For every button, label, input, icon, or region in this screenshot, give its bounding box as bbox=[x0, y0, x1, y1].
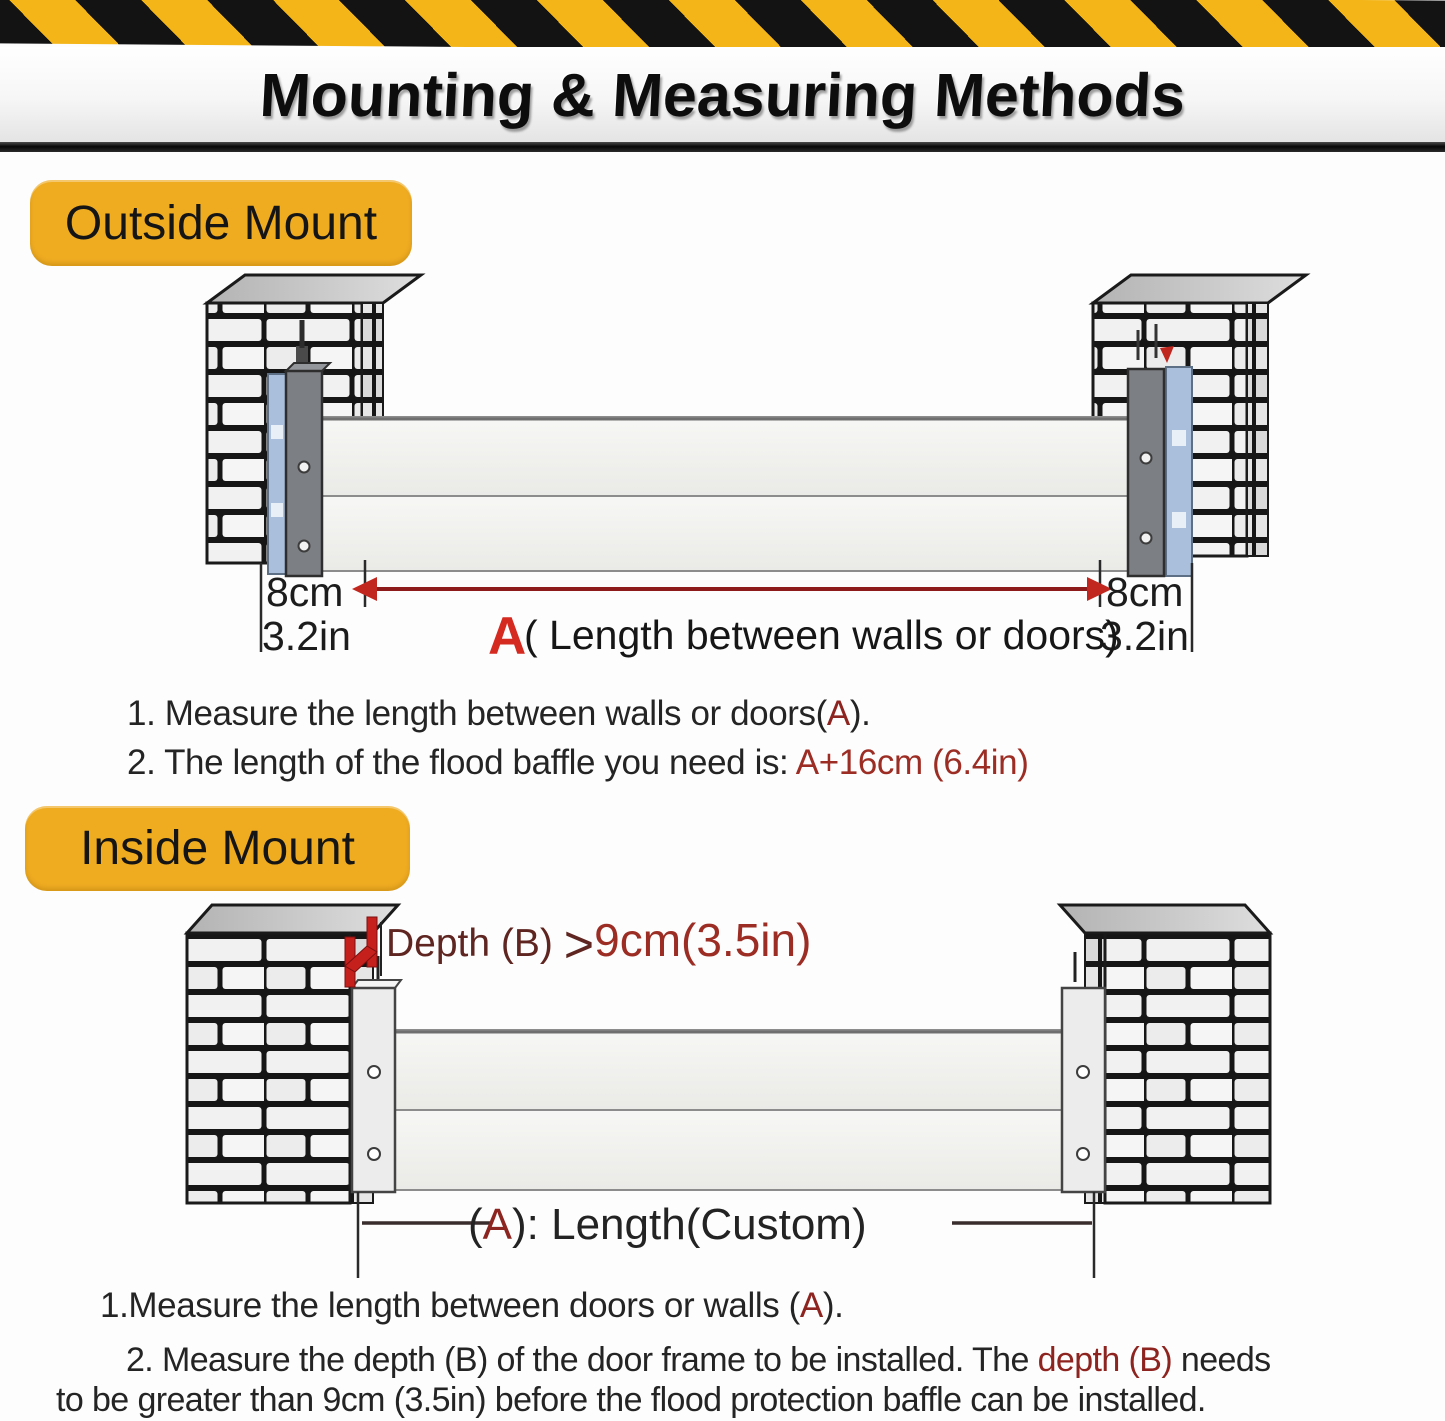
bolt-hole bbox=[299, 462, 310, 473]
bolt-hole bbox=[1141, 533, 1152, 544]
inside-right-bracket bbox=[1062, 952, 1105, 1192]
length-custom-label bbox=[468, 1200, 867, 1250]
flood-barrier-panels bbox=[393, 1030, 1064, 1190]
page-title: Mounting & Measuring Methods bbox=[258, 60, 1187, 129]
wall-track-blue bbox=[1166, 367, 1192, 576]
step-text: 1. Measure the length between walls or doors( bbox=[127, 694, 827, 733]
outside-mount-label bbox=[30, 180, 412, 266]
step-text: 2. Measure the depth (B) of the door frame to be installed. The bbox=[126, 1341, 1038, 1379]
bolt-hole bbox=[1077, 1066, 1089, 1078]
track-slot bbox=[271, 503, 283, 517]
channel-bracket bbox=[1062, 988, 1105, 1192]
channel-bracket bbox=[352, 988, 395, 1192]
title-banner bbox=[0, 47, 1445, 142]
outside-mount-diagram bbox=[0, 260, 1445, 680]
greater-than-sign: > bbox=[563, 916, 595, 974]
pillar-top-face bbox=[207, 275, 421, 303]
inside-step-2-line-2 bbox=[56, 1381, 1206, 1420]
dim-left-in: 3.2in bbox=[262, 613, 351, 659]
label-text: ): Length(Custom) bbox=[512, 1200, 867, 1249]
flood-barrier-panels bbox=[320, 417, 1132, 571]
pillar-top-face bbox=[1060, 905, 1270, 933]
inside-left-bracket bbox=[352, 956, 401, 1192]
bolt-hole bbox=[1077, 1148, 1089, 1160]
bolt-hole bbox=[299, 541, 310, 552]
step-text: ). bbox=[822, 1286, 844, 1325]
track-slot bbox=[271, 425, 283, 439]
channel-bracket bbox=[1128, 369, 1164, 576]
outside-step-2 bbox=[127, 743, 1028, 783]
step-highlight: A bbox=[826, 694, 850, 733]
wall-track-blue bbox=[268, 374, 286, 574]
outside-dimensions bbox=[261, 560, 1192, 666]
depth-label-text: Depth (B) bbox=[386, 922, 564, 965]
pillar-side-face bbox=[1247, 303, 1268, 556]
outside-mount-label-text: Outside Mount bbox=[64, 196, 378, 250]
inside-mount-label bbox=[25, 806, 410, 891]
step-text: needs bbox=[1172, 1341, 1271, 1379]
step-text: 2. The length of the flood baffle you need is: bbox=[127, 743, 796, 782]
step-highlight: A bbox=[799, 1286, 823, 1325]
barrier-panel-top bbox=[393, 1030, 1064, 1110]
inside-step-1 bbox=[100, 1286, 843, 1326]
pillar-top-face bbox=[187, 905, 398, 933]
step-highlight: A+16cm (6.4in) bbox=[795, 743, 1029, 782]
dim-a-caption: ( Length between walls or doors) bbox=[524, 612, 1119, 658]
pillar-front-face bbox=[1105, 933, 1270, 1203]
bolt-hole bbox=[1141, 453, 1152, 464]
track-slot bbox=[1172, 512, 1186, 528]
header-divider bbox=[0, 142, 1445, 152]
dim-right-in: 3.2in bbox=[1100, 613, 1189, 659]
depth-requirement-label bbox=[386, 913, 811, 975]
pillar-front-face bbox=[187, 933, 350, 1203]
barrier-panel-top bbox=[320, 417, 1132, 496]
inside-step-2-line-1 bbox=[126, 1341, 1271, 1380]
label-text: ( bbox=[468, 1200, 483, 1249]
dim-right-cm: 8cm bbox=[1106, 569, 1184, 615]
step-text: 1.Measure the length between doors or walls ( bbox=[100, 1286, 800, 1325]
bolt-hole bbox=[368, 1148, 380, 1160]
inside-mount-label-text: Inside Mount bbox=[80, 822, 355, 875]
bolt-hole bbox=[368, 1066, 380, 1078]
step-highlight: depth (B) bbox=[1037, 1341, 1173, 1379]
depth-value: 9cm(3.5in) bbox=[594, 914, 812, 966]
pillar-top-face bbox=[1093, 275, 1306, 303]
barrier-panel-bottom bbox=[320, 496, 1132, 571]
track-slot bbox=[1172, 430, 1186, 446]
step-text: ). bbox=[849, 694, 871, 733]
step-text: to be greater than 9cm (3.5in) before the flood protection baffle can be installed. bbox=[56, 1381, 1206, 1419]
label-highlight: A bbox=[482, 1200, 513, 1249]
dim-a-letter: A bbox=[488, 607, 527, 666]
dim-left-cm: 8cm bbox=[266, 569, 344, 615]
outside-step-1 bbox=[127, 694, 870, 734]
barrier-panel-bottom bbox=[393, 1110, 1064, 1190]
